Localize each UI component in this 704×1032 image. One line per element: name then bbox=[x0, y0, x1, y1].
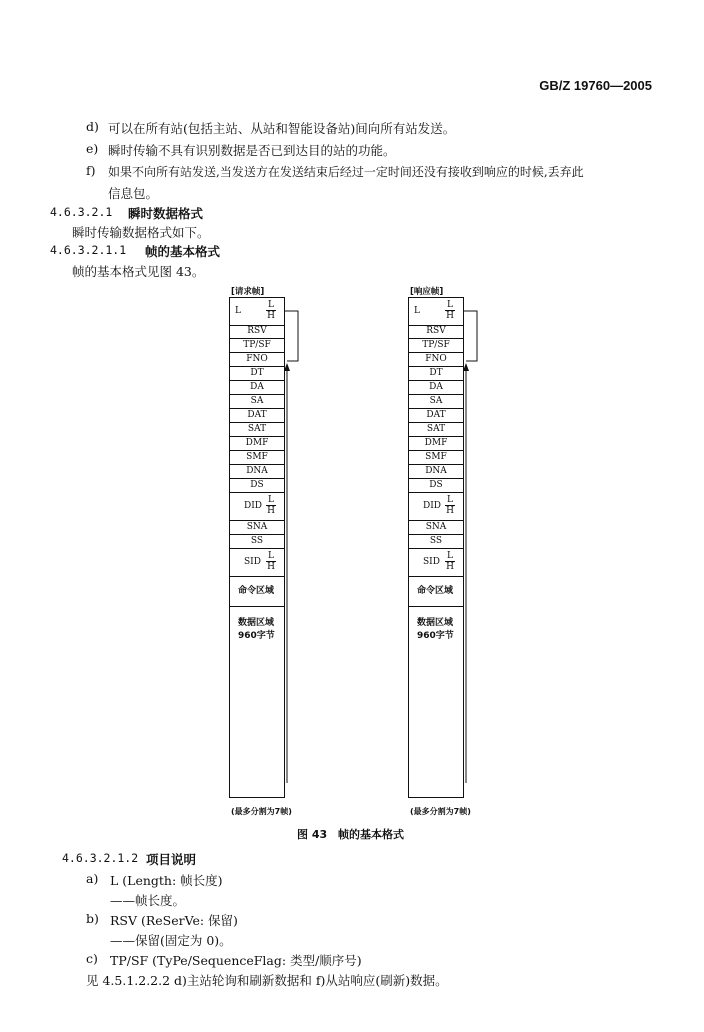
list-text-e: 瞬时传输不具有识别数据是否已到达目的站的功能。 bbox=[108, 143, 396, 158]
low-high-byte-marker bbox=[266, 495, 276, 516]
length-span-arrow bbox=[463, 305, 487, 785]
high-byte-label: H bbox=[446, 506, 454, 516]
item-marker-b: b) bbox=[86, 911, 99, 926]
field-label: SS bbox=[250, 536, 264, 546]
field-label: FNO bbox=[425, 354, 447, 364]
field-L bbox=[230, 298, 284, 326]
field-label: SNA bbox=[246, 522, 268, 532]
command-zone bbox=[230, 577, 284, 607]
field-sat bbox=[230, 423, 284, 437]
field-label: SA bbox=[429, 396, 443, 406]
section-title: 帧的基本格式 bbox=[145, 244, 221, 259]
field-ss bbox=[409, 535, 463, 549]
field-label: SA bbox=[250, 396, 264, 406]
field-sid bbox=[230, 549, 284, 577]
response-frame-note: (最多分割为7帧) bbox=[410, 807, 471, 816]
section-body: 帧的基本格式见图 43。 bbox=[72, 264, 205, 279]
field-label: SNA bbox=[425, 522, 447, 532]
low-high-byte-marker bbox=[266, 300, 276, 321]
response-frame bbox=[408, 297, 464, 798]
field-did bbox=[409, 493, 463, 521]
item-text-c: TP/SF (TyPe/SequenceFlag: 类型/顺序号) bbox=[110, 953, 362, 968]
data-zone-label: 数据区域 bbox=[238, 618, 275, 628]
field-dna bbox=[409, 465, 463, 479]
field-sid bbox=[409, 549, 463, 577]
high-byte-label: H bbox=[267, 506, 275, 516]
section-number: 4.6.3.2.1 bbox=[50, 205, 113, 219]
field-label: L bbox=[235, 306, 241, 316]
field-label: DAT bbox=[247, 410, 267, 420]
list-marker-d: d) bbox=[86, 119, 99, 134]
section-number: 4.6.3.2.1.2 bbox=[62, 851, 139, 865]
low-high-byte-marker bbox=[445, 300, 455, 321]
figure-caption-title: 帧的基本格式 bbox=[338, 828, 404, 841]
request-frame-title: [请求帧] bbox=[231, 287, 265, 297]
field-dat bbox=[409, 409, 463, 423]
field-fno bbox=[409, 353, 463, 367]
field-dna bbox=[230, 465, 284, 479]
field-label: SID bbox=[244, 557, 261, 567]
list-text-f: 如果不向所有站发送,当发送方在发送结束后经过一定时间还没有接收到响应的时候,丢弃此 bbox=[108, 165, 584, 179]
field-dat bbox=[230, 409, 284, 423]
field-label: DMF bbox=[245, 438, 269, 448]
field-label: FNO bbox=[246, 354, 268, 364]
item-marker-c: c) bbox=[86, 951, 98, 966]
high-byte-label: H bbox=[446, 562, 454, 572]
section-title: 项目说明 bbox=[146, 852, 197, 867]
field-smf bbox=[230, 451, 284, 465]
high-byte-label: H bbox=[267, 562, 275, 572]
field-rsv bbox=[230, 325, 284, 339]
section-title: 瞬时数据格式 bbox=[128, 206, 204, 221]
final-line: 见 4.5.1.2.2.2 d)主站轮询和刷新数据和 f)从站响应(刷新)数据。 bbox=[86, 973, 448, 988]
field-label: TP/SF bbox=[422, 340, 450, 350]
low-byte-label: L bbox=[445, 551, 455, 562]
section-number: 4.6.3.2.1.1 bbox=[50, 243, 127, 257]
command-zone-label: 命令区域 bbox=[238, 586, 275, 596]
field-sna bbox=[230, 521, 284, 535]
low-high-byte-marker bbox=[445, 551, 455, 572]
low-byte-label: L bbox=[266, 551, 276, 562]
field-label: DS bbox=[429, 480, 443, 490]
item-desc-a: ——帧长度。 bbox=[110, 893, 186, 908]
field-da bbox=[409, 381, 463, 395]
list-marker-e: e) bbox=[86, 141, 99, 156]
high-byte-label: H bbox=[446, 311, 454, 321]
list-marker-f: f) bbox=[86, 163, 96, 178]
field-tp-sf bbox=[409, 339, 463, 353]
item-marker-a: a) bbox=[86, 871, 99, 886]
data-zone-size: 960字节 bbox=[238, 631, 275, 641]
section-body: 瞬时传输数据格式如下。 bbox=[72, 225, 210, 240]
document-code: GB/Z 19760—2005 bbox=[539, 78, 652, 93]
field-label: DID bbox=[423, 501, 441, 511]
field-label: DT bbox=[429, 368, 443, 378]
field-label: SID bbox=[423, 557, 440, 567]
low-byte-label: L bbox=[445, 495, 455, 506]
low-byte-label: L bbox=[445, 300, 455, 311]
length-span-arrow bbox=[284, 305, 308, 785]
command-zone bbox=[409, 577, 463, 607]
field-label: SAT bbox=[426, 424, 446, 434]
field-ds bbox=[230, 479, 284, 493]
list-text-d: 可以在所有站(包括主站、从站和智能设备站)间向所有站发送。 bbox=[108, 121, 456, 136]
field-label: DMF bbox=[424, 438, 448, 448]
data-zone-size: 960字节 bbox=[417, 631, 454, 641]
field-smf bbox=[409, 451, 463, 465]
field-tp-sf bbox=[230, 339, 284, 353]
request-frame-note: (最多分割为7帧) bbox=[231, 807, 292, 816]
field-label: TP/SF bbox=[243, 340, 271, 350]
field-label: DA bbox=[429, 382, 443, 392]
data-zone-label: 数据区域 bbox=[417, 618, 454, 628]
field-sa bbox=[409, 395, 463, 409]
field-dt bbox=[409, 367, 463, 381]
field-sa bbox=[230, 395, 284, 409]
list-text-f-cont: 信息包。 bbox=[108, 186, 159, 201]
field-label: DT bbox=[250, 368, 264, 378]
low-byte-label: L bbox=[266, 300, 276, 311]
field-fno bbox=[230, 353, 284, 367]
field-ss bbox=[230, 535, 284, 549]
field-label: DNA bbox=[425, 466, 447, 476]
field-label: RSV bbox=[247, 326, 267, 336]
request-frame bbox=[229, 297, 285, 798]
field-label: SMF bbox=[425, 452, 447, 462]
item-text-b: RSV (ReSerVe: 保留) bbox=[110, 913, 238, 928]
field-rsv bbox=[409, 325, 463, 339]
field-sat bbox=[409, 423, 463, 437]
field-label: DAT bbox=[426, 410, 446, 420]
field-label: RSV bbox=[426, 326, 446, 336]
field-L bbox=[409, 298, 463, 326]
field-sna bbox=[409, 521, 463, 535]
high-byte-label: H bbox=[267, 311, 275, 321]
field-label: DA bbox=[250, 382, 264, 392]
item-desc-b: ——保留(固定为 0)。 bbox=[110, 933, 232, 948]
field-dmf bbox=[230, 437, 284, 451]
low-high-byte-marker bbox=[266, 551, 276, 572]
field-dmf bbox=[409, 437, 463, 451]
figure-caption-number: 图 43 bbox=[297, 828, 328, 841]
field-label: DS bbox=[250, 480, 264, 490]
low-byte-label: L bbox=[266, 495, 276, 506]
field-ds bbox=[409, 479, 463, 493]
field-label: SMF bbox=[246, 452, 268, 462]
field-dt bbox=[230, 367, 284, 381]
field-did bbox=[230, 493, 284, 521]
field-label: DID bbox=[244, 501, 262, 511]
item-text-a: L (Length: 帧长度) bbox=[110, 873, 223, 888]
field-label: SS bbox=[429, 536, 443, 546]
field-label: DNA bbox=[246, 466, 268, 476]
command-zone-label: 命令区域 bbox=[417, 586, 454, 596]
field-label: SAT bbox=[247, 424, 267, 434]
response-frame-title: [响应帧] bbox=[410, 287, 444, 297]
field-label: L bbox=[414, 306, 420, 316]
field-da bbox=[230, 381, 284, 395]
low-high-byte-marker bbox=[445, 495, 455, 516]
